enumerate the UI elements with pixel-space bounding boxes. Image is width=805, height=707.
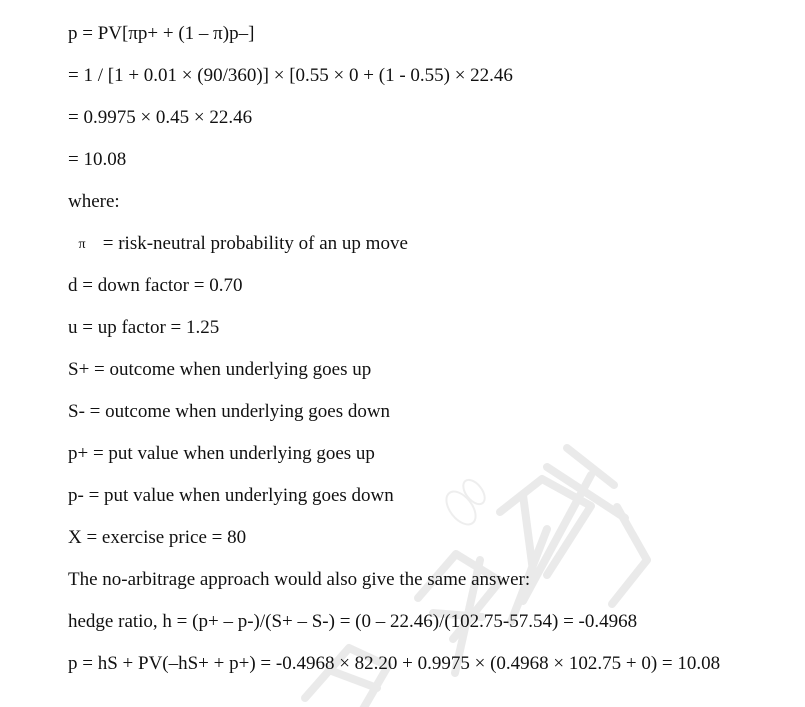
formula-line-4: = 10.08 [68,149,127,170]
definition-u: u = up factor = 1.25 [68,317,220,338]
definition-d: d = down factor = 0.70 [68,275,243,296]
definition-x: X = exercise price = 80 [68,527,247,548]
definition-p-minus: p- = put value when underlying goes down [68,485,394,506]
hedge-ratio-line: hedge ratio, h = (p+ – p-)/(S+ – S-) = (0 – 22.46)/(102.75-57.54) = -0.4968 [68,611,638,632]
where-label: where: [68,191,120,212]
final-price-line: p = hS + PV(–hS+ + p+) = -0.4968 × 82.20 + 0.9975 × (0.4968 × 102.75 + 0) = 10.08 [68,653,721,674]
formula-line-2: = 1 / [1 + 0.01 × (90/360)] × [0.55 × 0 + (1 - 0.55) × 22.46 [68,65,513,86]
definition-pi-text: = risk-neutral probability of an up move [102,233,408,254]
definition-pi [68,232,408,257]
formula-line-1: p = PV[πp+ + (1 – π)p–] [68,23,255,44]
definition-s-plus: S+ = outcome when underlying goes up [68,359,372,380]
definition-p-plus: p+ = put value when underlying goes up [68,443,375,464]
pi-symbol: π [78,236,86,252]
no-arbitrage-note: The no-arbitrage approach would also give the same answer: [68,569,531,590]
formula-line-3: = 0.9975 × 0.45 × 22.46 [68,107,253,128]
definition-s-minus: S- = outcome when underlying goes down [68,401,391,422]
